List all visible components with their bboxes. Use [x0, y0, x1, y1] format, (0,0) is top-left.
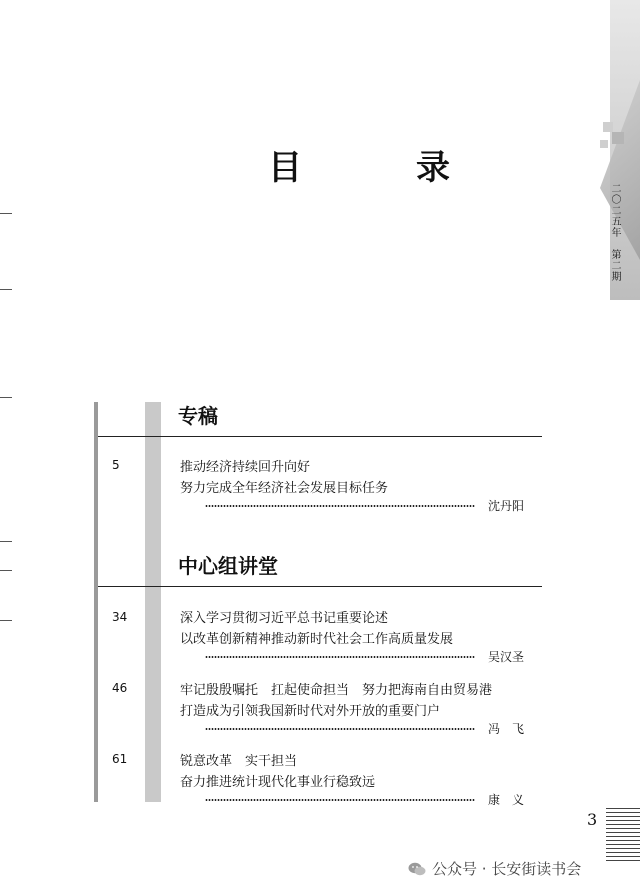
toc-bar-dark [94, 402, 98, 802]
hatch-decoration [606, 808, 640, 864]
toc-entry-line[interactable]: 以改革创新精神推动新时代社会工作高质量发展 [180, 632, 454, 647]
toc-author: 冯 飞 [488, 722, 525, 736]
section-title: 专稿 [178, 404, 218, 428]
toc-entry-line[interactable]: 奋力推进统计现代化事业行稳致远 [180, 775, 376, 790]
watermark [408, 858, 581, 879]
margin-tick [0, 541, 12, 542]
toc-author: 康 义 [488, 793, 525, 807]
section-rule [98, 586, 542, 587]
section-title: 中心组讲堂 [178, 554, 278, 578]
decor-square [612, 132, 624, 144]
toc-entry-line[interactable]: 推动经济持续回升向好 [180, 460, 311, 475]
toc-entry-line[interactable]: 牢记殷殷嘱托 扛起使命担当 努力把海南自由贸易港 [180, 683, 493, 698]
margin-tick [0, 289, 12, 290]
toc-author: 吴汉圣 [488, 650, 525, 664]
margin-tick [0, 397, 12, 398]
margin-tick [0, 213, 12, 214]
toc-entry-line[interactable]: 打造成为引领我国新时代对外开放的重要门户 [180, 704, 441, 719]
page-folio: 3 [587, 810, 598, 829]
leader-dots [205, 505, 475, 507]
leader-dots [205, 656, 475, 658]
toc-page-number: 46 [112, 681, 128, 695]
wechat-icon [408, 862, 426, 876]
section-rule [98, 436, 542, 437]
toc-entry-line[interactable]: 锐意改革 实干担当 [180, 754, 298, 769]
leader-dots [205, 728, 475, 730]
decor-square [600, 140, 608, 148]
leader-dots [205, 799, 475, 801]
toc-entry-line[interactable]: 努力完成全年经济社会发展目标任务 [180, 481, 389, 496]
toc-author: 沈丹阳 [488, 499, 525, 513]
margin-tick [0, 570, 12, 571]
toc-page-number: 61 [112, 752, 128, 766]
margin-tick [0, 620, 12, 621]
toc-bar-light [145, 402, 161, 802]
toc-page-number: 34 [112, 610, 128, 624]
issue-label: 二〇二五年 第二期 [609, 183, 620, 282]
toc-page-number: 5 [112, 458, 120, 472]
page-title: 目 录 [268, 148, 490, 188]
toc-entry-line[interactable]: 深入学习贯彻习近平总书记重要论述 [180, 611, 389, 626]
decor-square [603, 122, 613, 132]
watermark-text: 公众号 · 长安街读书会 [432, 860, 582, 878]
